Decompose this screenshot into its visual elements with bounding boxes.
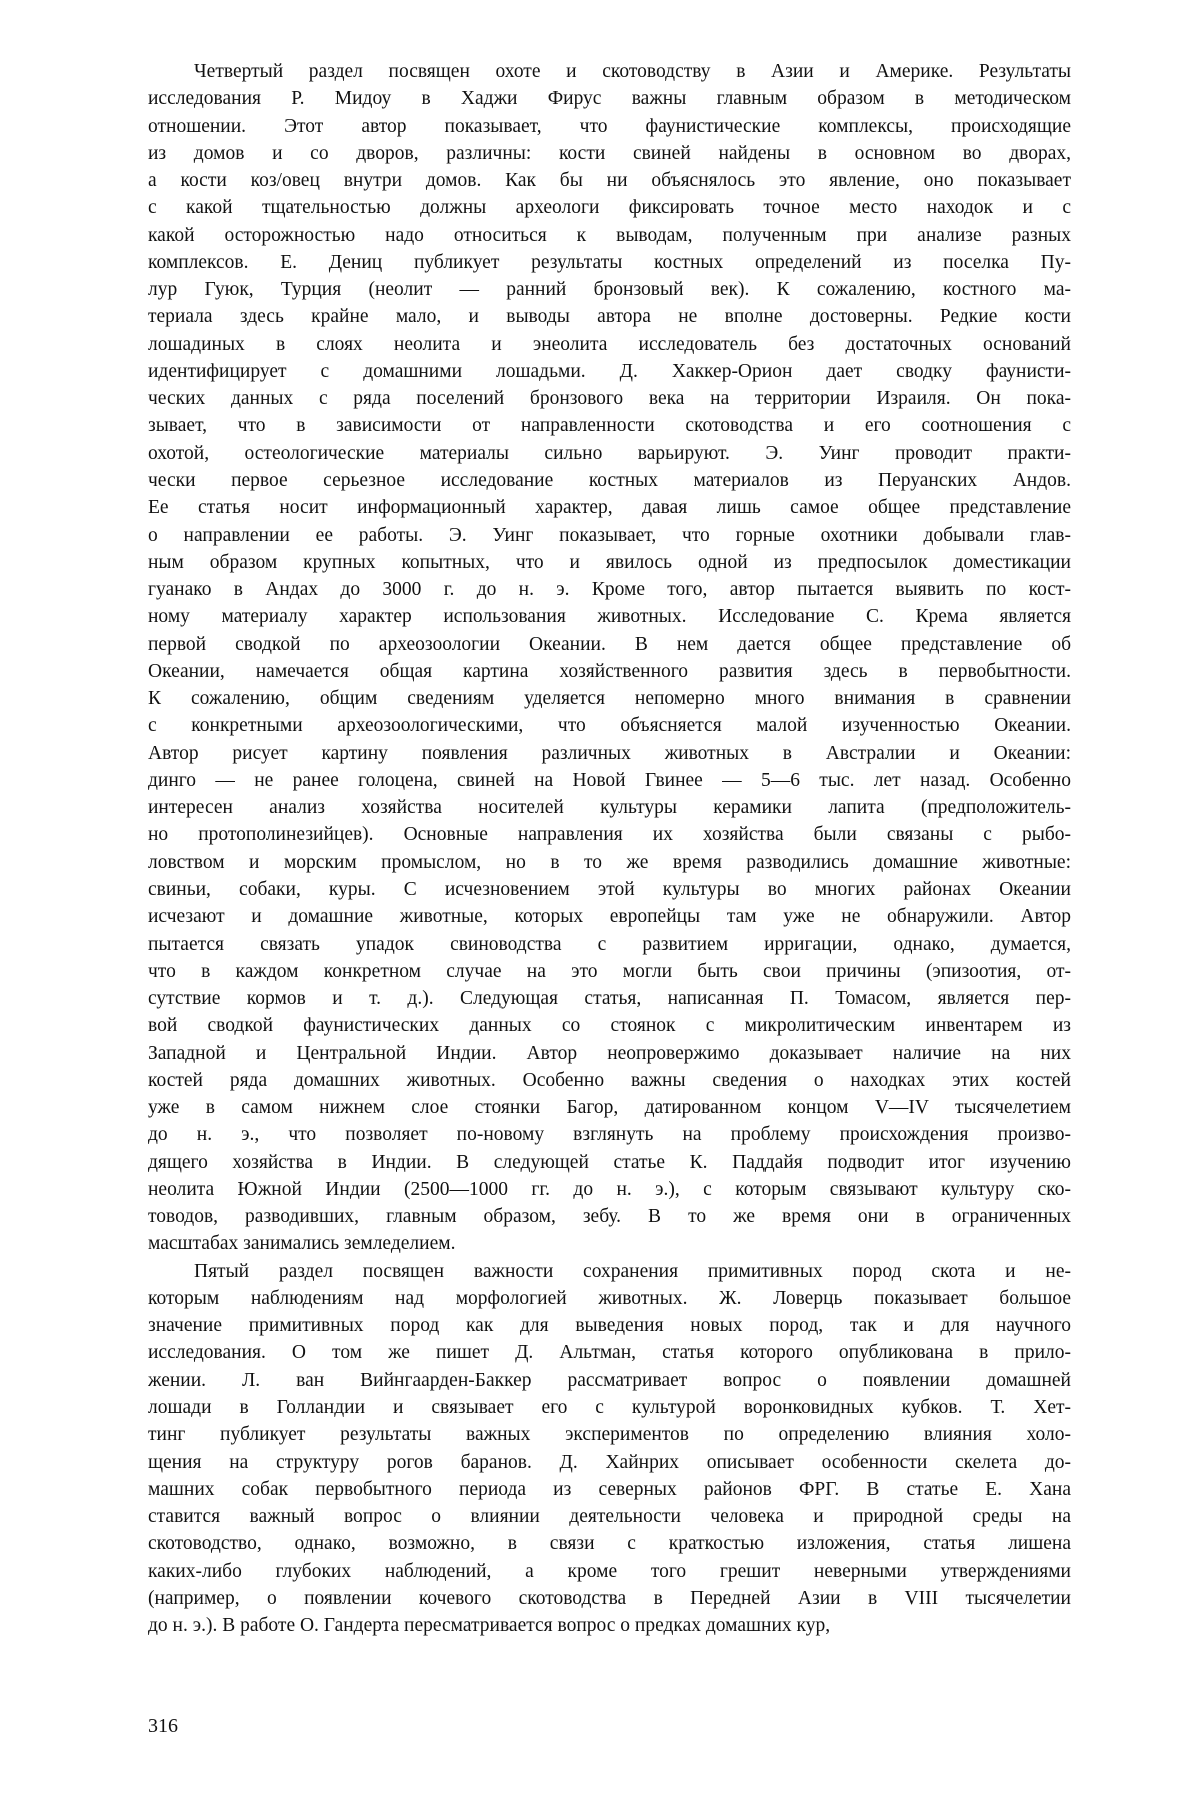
text-line: сутствие кормов и т. д.). Следующая статья, написанная П. Томасом, является пер-	[148, 988, 1071, 1010]
text-line: первой сводкой по археозоологии Океании. В нем дается общее представление об	[148, 633, 1071, 655]
text-line: ставится важный вопрос о влиянии деятельности человека и природной среды на	[148, 1506, 1071, 1528]
text-line: отношении. Этот автор показывает, что фаунистические комплексы, происходящие	[148, 115, 1071, 137]
text-line: с конкретными археозоологическими, что объясняется малой изученностью Океании.	[148, 715, 1071, 737]
text-line: с какой тщательностью должны археологи фиксировать точное место находок и с	[148, 197, 1071, 219]
text-line: лошадиных в слоях неолита и энеолита исследователь без достаточных оснований	[148, 333, 1071, 355]
text-line: костей ряда домашних животных. Особенно важны сведения о находках этих костей	[148, 1069, 1071, 1091]
paragraph	[148, 58, 1071, 1258]
text-line: товодов, разводивших, главным образом, зебу. В то же время они в ограниченных	[148, 1206, 1071, 1228]
text-line: ным образом крупных копытных, что и явилось одной из предпосылок доместикации	[148, 551, 1071, 573]
paragraph	[148, 1258, 1071, 1640]
page-body	[148, 58, 1071, 1639]
text-line: исследования. О том же пишет Д. Альтман, статья которого опубликована в прило-	[148, 1342, 1071, 1364]
text-line: динго — не ранее голоцена, свиней на Новой Гвинее — 5—6 тыс. лет назад. Особенно	[148, 769, 1071, 791]
text-line: ному материалу характер использования животных. Исследование С. Крема является	[148, 606, 1071, 628]
text-line: Океании, намечается общая картина хозяйственного развития здесь в первобытности.	[148, 660, 1071, 682]
text-line: лур Гуюк, Турция (неолит — ранний бронзовый век). К сожалению, костного ма-	[148, 279, 1071, 301]
text-line: идентифицирует с домашними лошадьми. Д. Хаккер-Орион дает сводку фаунисти-	[148, 360, 1071, 382]
text-line: исчезают и домашние животные, которых европейцы там уже не обнаружили. Автор	[148, 906, 1071, 928]
text-line: териала здесь крайне мало, и выводы автора не вполне достоверны. Редкие кости	[148, 306, 1071, 328]
text-line: Ее статья носит информационный характер, давая лишь самое общее представление	[148, 497, 1071, 519]
text-line: лошади в Голландии и связывает его с культурой воронковидных кубков. Т. Хет-	[148, 1397, 1071, 1419]
text-line: каких-либо глубоких наблюдений, а кроме того грешит неверными утверждениями	[148, 1560, 1071, 1582]
text-line: интересен анализ хозяйства носителей культуры керамики лапита (предположитель-	[148, 797, 1071, 819]
page-number: 316	[148, 1715, 178, 1737]
text-line: зывает, что в зависимости от направленности скотоводства и его соотношения с	[148, 415, 1071, 437]
text-line: значение примитивных пород как для выведения новых пород, так и для научного	[148, 1315, 1071, 1337]
text-line: исследования Р. Мидоу в Хаджи Фирус важны главным образом в методическом	[148, 88, 1071, 110]
text-line: масштабах занимались земледелием.	[148, 1233, 456, 1255]
text-line: Западной и Центральной Индии. Автор неопровержимо доказывает наличие на них	[148, 1042, 1071, 1064]
text-line: уже в самом нижнем слое стоянки Багор, датированном концом V—IV тысячелетием	[148, 1097, 1071, 1119]
text-line: дящего хозяйства в Индии. В следующей статье К. Паддайя подводит итог изучению	[148, 1151, 1071, 1173]
text-line: которым наблюдениям над морфологией животных. Ж. Ловерць показывает большое	[148, 1287, 1071, 1309]
text-line: ловством и морским промыслом, но в то же время разводились домашние животные:	[148, 851, 1071, 873]
text-line: до н. э., что позволяет по-новому взглянуть на проблему происхождения произво-	[148, 1124, 1071, 1146]
text-line: неолита Южной Индии (2500—1000 гг. до н. э.), с которым связывают культуру ско-	[148, 1178, 1071, 1200]
text-line: скотоводство, однако, возможно, в связи с краткостью изложения, статья лишена	[148, 1533, 1071, 1555]
body-text	[148, 58, 1071, 1639]
text-line: о направлении ее работы. Э. Уинг показывает, что горные охотники добывали глав-	[148, 524, 1071, 546]
text-line: свиньи, собаки, куры. С исчезновением этой культуры во многих районах Океании	[148, 878, 1071, 900]
text-line: но протополинезийцев). Основные направления их хозяйства были связаны с рыбо-	[148, 824, 1071, 846]
text-line: гуанако в Андах до 3000 г. до н. э. Кроме того, автор пытается выявить по кост-	[148, 579, 1071, 601]
text-line: Пятый раздел посвящен важности сохранения примитивных пород скота и не-	[194, 1260, 1071, 1282]
text-line: Четвертый раздел посвящен охоте и скотоводству в Азии и Америке. Результаты	[194, 61, 1071, 82]
text-line: до н. э.). В работе О. Гандерта пересматривается вопрос о предках домашних кур,	[148, 1615, 831, 1637]
text-line: Автор рисует картину появления различных животных в Австралии и Океании:	[148, 742, 1071, 764]
text-line: а кости коз/овец внутри домов. Как бы ни объяснялось это явление, оно показывает	[148, 170, 1071, 192]
text-line: щения на структуру рогов баранов. Д. Хайнрих описывает особенности скелета до-	[148, 1451, 1071, 1473]
text-line: из домов и со дворов, различны: кости свиней найдены в основном во дворах,	[148, 142, 1071, 164]
text-line: комплексов. Е. Дениц публикует результаты костных определений из поселка Пу-	[148, 251, 1071, 273]
text-line: К сожалению, общим сведениям уделяется непомерно много внимания в сравнении	[148, 688, 1071, 710]
text-line: машних собак первобытного периода из северных районов ФРГ. В статье Е. Хана	[148, 1478, 1071, 1500]
text-line: жении. Л. ван Вийнгаарден-Баккер рассматривает вопрос о появлении домашней	[148, 1369, 1071, 1391]
text-line: пытается связать упадок свиноводства с развитием ирригации, однако, думается,	[148, 933, 1071, 955]
text-line: что в каждом конкретном случае на это могли быть свои причины (эпизоотия, от-	[148, 960, 1071, 982]
text-line: тинг публикует результаты важных экспериментов по определению влияния холо-	[148, 1424, 1071, 1446]
text-line: (например, о появлении кочевого скотоводства в Передней Азии в VIII тысячелетии	[148, 1587, 1071, 1609]
text-line: чески первое серьезное исследование костных материалов из Перуанских Андов.	[148, 469, 1071, 491]
text-line: вой сводкой фаунистических данных со стоянок с микролитическим инвентарем из	[148, 1015, 1071, 1037]
text-line: ческих данных с ряда поселений бронзового века на территории Израиля. Он пока-	[148, 388, 1071, 410]
text-line: какой осторожностью надо относиться к выводам, полученным при анализе разных	[148, 224, 1071, 246]
text-line: охотой, остеологические материалы сильно варьируют. Э. Уинг проводит практи-	[148, 442, 1071, 464]
